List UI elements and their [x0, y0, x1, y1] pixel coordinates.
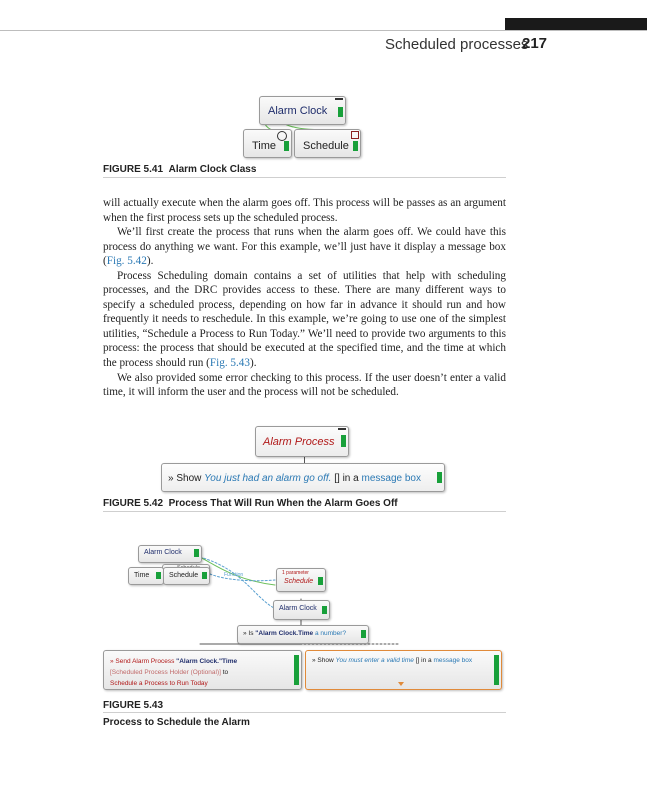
- alarm-clock-label: Alarm Clock: [279, 605, 317, 612]
- send-process-block[interactable]: [103, 650, 302, 690]
- fig42-caption: [103, 498, 398, 509]
- fig43-caption-title: Process to Schedule the Alarm: [103, 717, 250, 728]
- wire-label: Function: [224, 572, 244, 578]
- param-label: 1 parameter: [282, 570, 309, 576]
- green-tab: [353, 141, 358, 151]
- caption-number: FIGURE 5.42: [103, 498, 164, 509]
- green-tab: [318, 577, 323, 585]
- else-show-block[interactable]: [305, 650, 502, 690]
- alarm-clock-label: Alarm Clock: [144, 549, 182, 556]
- green-tab: [341, 435, 346, 447]
- schedule-param-block[interactable]: [276, 568, 326, 592]
- schedule-block-2[interactable]: [163, 567, 210, 585]
- paragraph-3: Process Scheduling domain contains a set of utilities that help with scheduling processes, and the DRC provides access to these. There are many different ways to specify a scheduled process, depending on how far in advance it should run and how frequently it needs to reschedule. In this example, we’re going to use one of the simplest utilities, “Schedule a Process to Run Today.” We’ll need to provide two arguments to this process: the process that should be executed at the specified time, and the time at which the process should run (Fig. 5.43).: [103, 269, 506, 370]
- page-number: 217: [522, 35, 548, 52]
- paragraph-4: We also provided some error checking to this process. If the user doesn’t enter a valid time, it will inform the user and the process will not be scheduled.: [103, 371, 506, 399]
- running-head: Scheduled processes: [385, 36, 529, 53]
- condition-block[interactable]: [237, 625, 369, 644]
- condition-statement: » Is "Alarm Clock.Time a number?: [243, 630, 347, 637]
- collapse-icon: [335, 98, 343, 100]
- green-tab: [338, 107, 343, 117]
- alarm-process-label: Alarm Process: [263, 436, 335, 448]
- schedule-label: Schedule: [169, 572, 199, 579]
- schedule-block[interactable]: [294, 129, 361, 158]
- green-tab: [194, 549, 199, 557]
- caption-number: FIGURE 5.41: [103, 164, 164, 175]
- alarm-clock-label: Alarm Clock: [268, 105, 328, 117]
- green-tab: [294, 655, 299, 685]
- paragraph-1: will actually execute when the alarm goes off. This process will be passes as an argument when the first process sets up the scheduled process.: [103, 197, 506, 224]
- show-message-block[interactable]: [161, 463, 445, 492]
- param-schedule-label: Schedule: [284, 578, 314, 585]
- time-label: Time: [252, 140, 277, 152]
- figure-link[interactable]: Fig. 5.43: [209, 357, 250, 370]
- caption-title: Process That Will Run When the Alarm Goes Off: [168, 498, 398, 509]
- green-tab: [322, 606, 327, 614]
- alarm-process-block[interactable]: [255, 426, 349, 457]
- fig41-rule: [103, 177, 506, 178]
- figure-link[interactable]: Fig. 5.42: [106, 255, 147, 268]
- header-rule: [0, 30, 647, 31]
- body-text: [103, 196, 506, 400]
- green-tab: [437, 472, 442, 483]
- send-statement: » Send Alarm Process "Alarm Clock."Time [Scheduled Process Holder (Optional)] to Schedule a Process to Run Today: [110, 658, 238, 687]
- alarm-clock-block[interactable]: [259, 96, 346, 125]
- alarm-clock-block-2[interactable]: [138, 545, 202, 563]
- else-show-statement: » Show You must enter a valid time [] in a message box: [312, 657, 473, 664]
- green-tab: [202, 572, 207, 579]
- fig43-rule: [103, 712, 506, 713]
- collapse-icon: [338, 428, 346, 430]
- show-statement: » Show You just had an alarm go off. [] in a message box: [168, 473, 421, 484]
- fig41-caption: [103, 164, 256, 175]
- paragraph-2: We’ll first create the process that runs when the alarm goes off. We could have this process do anything we want. For this example, we’ll just have it display a message box (Fig. 5.42).: [103, 226, 506, 268]
- alarm-clock-block-3[interactable]: [273, 600, 330, 620]
- fig43-caption-number: FIGURE 5.43: [103, 700, 164, 711]
- header-bar: [505, 18, 647, 30]
- caption-title: Alarm Clock Class: [168, 164, 257, 175]
- time-label: Time: [134, 572, 150, 579]
- green-tab: [361, 630, 366, 638]
- calendar-icon: [351, 131, 359, 139]
- green-tab: [156, 572, 161, 579]
- time-block-2[interactable]: [128, 567, 164, 585]
- green-tab: [494, 655, 499, 685]
- schedule-label: Schedule: [303, 140, 349, 152]
- clock-icon: [277, 131, 287, 141]
- green-tab: [284, 141, 289, 151]
- expand-arrow-icon: [398, 682, 404, 686]
- fig42-rule: [103, 511, 506, 512]
- time-block[interactable]: [243, 129, 292, 158]
